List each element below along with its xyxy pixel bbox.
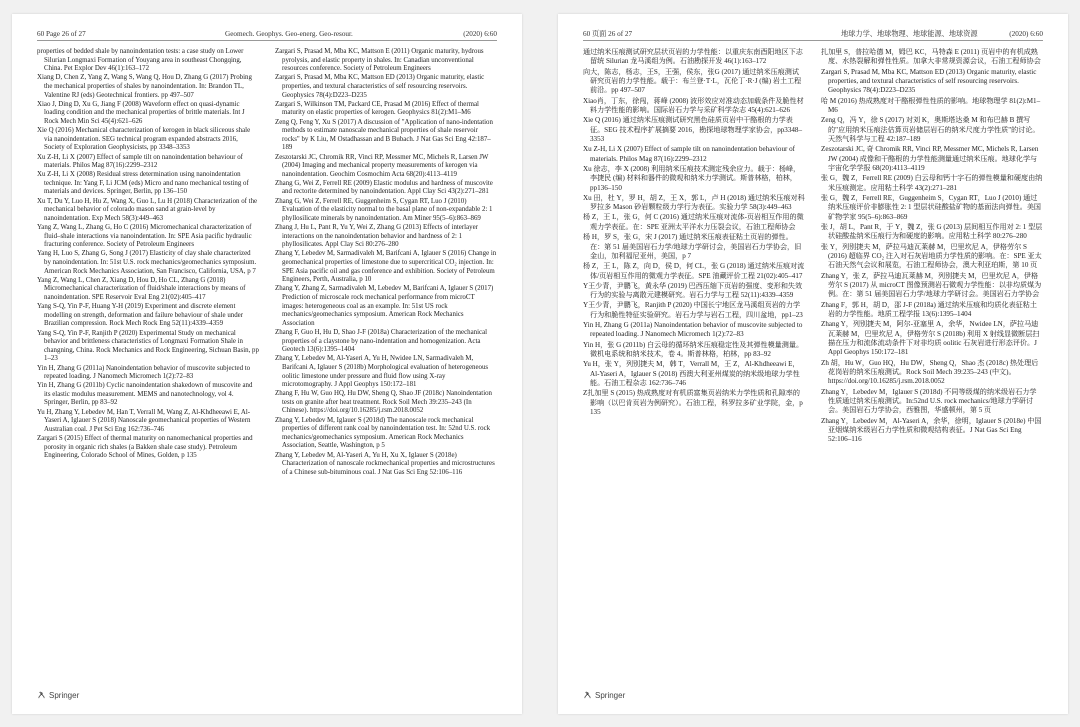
reference-item: Yin H, Zhang G (2011b) Cyclic nanoindentation shakedown of muscovite and its elastic modulus measurement. MEMS and nanotechnology, vol 4. Springer, Berlin, pp 83–92 (37, 382, 253, 407)
springer-footer-text: Springer (595, 691, 626, 700)
reference-item: Zhang F, Hu W, Guo HQ, Hu DW, Sheng Q, Shao JF (2018c) Nanoindentation tests on granite after heat treatment. Rock Soil Mech 39:235–243 (In Chinese). https://doi.org/10.16285/j.rsm.2018.0052 (275, 390, 492, 415)
reference-item: Zeng Q, Feng Y, Xu S (2017) A discussion of "Application of nano-indentation methods to estimate nanoscale mechanical properties of shale reservoir rocks" by K Liu, M Ostadhassan and B Bubach. J Nat Gas Sci Eng 42:187–189 (275, 118, 493, 152)
reference-item: Xu 徐志，李 X (2008) 利用纳米压痕技术测定残余应力。载于：杨峰，李捷民 (编) 材料和器件的微观和纳米力学测试。斯普林格，柏林，pp136–150 (583, 164, 801, 192)
reference-item: Xiao J, Ding D, Xu G, Jiang F (2008) Waveform effect on quasi-dynamic loading condition and the mechanical properties of brittle materials. Int J Rock Mech Min Sci 45(4):621–626 (37, 100, 245, 125)
reference-item: 哈 M (2016) 热成熟度对干酪根弹性性质的影响。地球物理学 81(2):M1–M6 (821, 96, 1041, 115)
reference-item: Zhang Y，张 Z，萨拉马迪瓦莱赫 M，列别捷夫 M，巴里坎尼 A，伊格劳尔 S (2017) 从 microCT 图像预测岩石微观力学性能：以非均质煤为例。在：第 51 届美国岩石力学/地球力学研讨会。美国岩石力学协会 (821, 271, 1042, 299)
reference-item: Xiao肖，丁东，徐闯，蒋峰 (2008) 波形效应对准动态加载条件及脆性材料力学性能的影响。国际岩石力学与采矿科学杂志 45(4):621–626 (583, 96, 804, 115)
reference-item: Y王少青，尹鹏飞，黄永华 (2019) 巴西压缩下页岩的强度、变形和失效行为的实验与离散元建模研究。岩石力学与工程 52(11):4339–4359 (583, 281, 803, 300)
reference-item: 杨 H，罗 S，张 G，宋 J (2017) 通过纳米压痕表征粘土页岩的弹性。在：第 51 届美国岩石力学/地球力学研讨会，美国岩石力学协会，旧金山，加利福尼亚州，美国，p 7 (583, 233, 802, 260)
reference-item: Yang S-Q, Yin P-F, Ranjith P (2020) Experimental Study on mechanical behavior and brittleness characteristics of Longmaxi Formation Shale in changning, China. Rock Mechanics and Rock Engineering, Sichuan Basin, pp 1–23 (37, 329, 259, 363)
reference-item: Zhang Y, Lebedev M, Iglauer S (2018d) The nanoscale rock mechanical properties of different rank coal by nanoindentation test. In: 52nd U.S. rock mechanics/geomechanics symposium. American Rock Mechanics Association, Seattle, Washington, p 5 (275, 416, 491, 450)
reference-item: Xu 田，杜 Y，罗 H，胡 Z，王 X，郭 L，卢 H (2018) 通过纳米压痕对科罗拉多 Mason 砂岩颗粒级力学行为表征。实验力学 58(3):449–463 (583, 193, 805, 212)
reference-item: Zhang Y，Lebedev M，Iglauer S (2018d) 不同等级煤的纳米级岩石力学性质通过纳米压痕测试。In:52nd U.S. rock mechanics/地球力学研讨会。美国岩石力学协会，西雅图，华盛顿州，第 5 页 (821, 387, 1037, 415)
right-page-footer (583, 690, 625, 700)
reference-item: Zeszotarski JC, Chromik RR, Vinci RP, Messmer MC, Michels R, Larsen JW (2004) Imaging and mechanical property measurements of kerogen via nanoindentation. Geochim Cosmochim Acta 68(20):4113–4119 (275, 153, 489, 178)
reference-item: Zhang Y, Lebedev M, Al-Yaseri A, Yu H, Xu X, Iglauer S (2018e) Characterization of nanoscale rockmechanical properties and microstructures of a Chinese sub-bituminous coal. J Nat Gas Sci Eng 52:106–116 (275, 451, 495, 476)
reference-item: Zargari S, Prasad M, Mba KC, Mattson ED (2013) Organic maturity, elastic properties, and textural characteristics of self resourcing reservoirs. Geophysics 78(4):D223–D235 (821, 67, 1037, 95)
left-page-footer (37, 690, 79, 700)
right-page-number: 60 页面 26 of 27 (583, 30, 633, 38)
reference-item: Y王少青，尹鹏飞，Ranjith P (2020) 中国长宁地区龙马溪组页岩的力学行为和脆性特征实验研究。岩石力学与岩石工程，四川盆地，pp1–23 (583, 301, 803, 319)
reference-item: 扎加里 S，普拉哈德 M，姆巴 KC，马特森 E (2011) 页岩中的有机成熟度、水热裂解和弹性性质。加拿大非常规资源会议，石油工程师协会 (821, 48, 1041, 66)
springer-logo-icon (583, 690, 592, 699)
right-journal-year: (2020) 6:60 (1009, 30, 1043, 38)
springer-footer-text: Springer (49, 691, 80, 700)
reference-item: Zeszotarski JC, 奇 Chromik RR, Vinci RP, Messmer MC, Michels R, Larsen JW (2004) 成像和干酪根的力学性能测量通过纳米压痕。地球化学与宇宙化学学报 68(20):4113–4119 (821, 145, 1039, 173)
reference-item: Yin H, Zhang G (2011a) Nanoindentation behavior of muscovite subjected to repeated loading. J Nanomech Micromech 1(2):72–83 (37, 364, 251, 381)
reference-item: Zhang F, Guo H, Hu D, Shao J-F (2018a) Characterization of the mechanical properties of a claystone by nano-indentation and homogenization. Acta Geotech 13(6):1395–1404 (275, 328, 488, 354)
right-references-column-1 (583, 48, 805, 666)
reference-item: Zhang Y，列别捷夫 M，阿尔-亚塞里 A，余华，Nwidee LN，萨拉马迪瓦莱赫 M，巴里坎尼 A，伊格劳尔 S (2018b) 利用 X 射线显微断层扫描在压力和流体流动条件下对非均质 oolitic 石灰岩进行形态评价。J Appl Geophys 150:172–181 (821, 320, 1040, 357)
right-page (558, 14, 1068, 714)
reference-item: 张 G，魏 Z，Ferrell RE，Guggenheim S，Cygan RT，Luo J (2010) 通过纳米压痕评价非膨胀性 2: 1 型层状硅酸盐矿物的基面法向弹性。美国矿物学家 95(5–6):863–869 (821, 193, 1042, 221)
reference-item: Zhang Y，Lebedev M，Al-Yaseri A，余华，徐明，Iglauer S (2018e) 中国亚烟煤纳米级岩石力学性质和微观结构表征。J Nat Gas Sci Eng 52:106–116 (821, 416, 1042, 444)
reference-item: Xu Z-H, Li X (2008) Residual stress determination using nanoindentation technique. In: Yang F, Li JCM (eds) Micro and nano mechanical testing of materials and devices. Springer, Berlin, pp 136–150 (37, 171, 249, 196)
reference-item: 张 G，魏 Z，Ferrell RE (2009) 白云母和钙十字石的弹性模量和硬度由纳米压痕测定。应用粘土科学 43(2):271–281 (821, 174, 1043, 192)
reference-item: Z扎加里 S (2015) 热成熟度对有机质富集页岩纳米力学性质和孔隙率的影响（以巴肯页岩为例研究）。石油工程，科罗拉多矿业学院，金，p 135 (583, 389, 803, 416)
reference-item: 杨 Z，王 L，张 G，何 C (2016) 通过纳米压痕对流体-页岩相互作用的微观力学表征。在：SPE 亚洲太平洋水力压裂会议，石油工程师协会 (583, 213, 804, 231)
reference-item: Xiang D, Chen Z, Yang Z, Wang S, Wang Q, Hou D, Zhang G (2017) Probing the mechanical properties of shales by nanoindentation. In: Brandon TL, Valentine RJ (eds) Geotechnical frontiers. pp 497–507 (37, 74, 252, 99)
reference-item: Yu H，张 Y，列别捷夫 M，韩 T，Verrall M，王 Z，Al-Khdheeawi E，Al-Yaseri A，Iglauer S (2018) 西澳大利亚州煤炭的纳米级地球力学性能。石油工程杂志 162:736–746 (583, 360, 800, 387)
right-journal-title: 地球力学、地球物理、地球能源、地球资源 (841, 30, 978, 38)
reference-item: Xie Q (2016) 通过纳米压痕测试研究黑色硅质页岩中干酪根的力学表征。SEG 技术程序扩展摘要 2016，勘探地球物理学家协会，pp3348–3353 (583, 116, 803, 144)
right-page-header (583, 28, 1043, 41)
left-references-column-1 (37, 48, 259, 666)
reference-item: Zhang G, Wei Z, Ferrell RE (2009) Elastic modulus and hardness of muscovite and rectorite determined by nanoindentation. Appl Clay Sci 43(2):271–281 (275, 179, 493, 196)
reference-item: 杨 Z，王 L，陈 Z，向 D，侯 D，何 CL，张 G (2018) 通过纳米压痕对流体/页岩相互作用的微观力学表征。SPE 油藏评价工程 21(02):405–417 (583, 262, 805, 280)
reference-item: Zhang J, Hu L, Pant R, Yu Y, Wei Z, Zhang G (2013) Effects of interlayer interactions on the nanoindentation behavior and hardness of 2: 1 phyllosilicates. Appl Clay Sci 80:276–280 (275, 224, 478, 249)
reference-item: Zhang Y, Zhang Z, Sarmadivaleh M, Lebedev M, Barifcani A, Iglauer S (2017) Prediction of microscale rock mechanical performance from microCT images: heterogeneous coal as an example. In: 51st US rock mechanics/geomechanics symposium. American Rock Mechanics Association (275, 285, 494, 327)
reference-item: Zargari S, Prasad M, Mba KC, Mattson ED (2013) Organic maturity, elastic properties, and textural characteristics of self resourcing reservoirs. Geophysics 78(4):D223–D235 (275, 74, 485, 99)
reference-item: Zargari S, Wilkinson TM, Packard CE, Prasad M (2016) Effect of thermal maturity on elastic properties of kerogen. Geophysics 81(2):M1–M6 (275, 100, 479, 117)
reference-item: Yang Z, Wang L, Chen Z, Xiang D, Hou D, Ho CL, Zhang G (2018) Micromechanical characterization of fluid/shale interactions by means of nanoindentation. SPE Reservoir Eval Eng 21(02):405–417 (37, 276, 246, 301)
reference-item: Xu T, Du Y, Luo H, Hu Z, Wang X, Guo L, Lu H (2018) Characterization of the mechanical behavior of colorado mason sand at grain-level by nanoindentation. Exp Mech 58(3):449–463 (37, 197, 258, 222)
reference-item: Zargari S, Prasad M, Mba KC, Mattson E (2011) Organic maturity, hydrous pyrolysis, and elastic property in shales. In: Canadian unconventional resources conference. Society of Petroleum Engineers (275, 48, 484, 73)
reference-item: Yu H, Zhang Y, Lebedev M, Han T, Verrall M, Wang Z, Al-Khdheeawi E, Al-Yaseri A, Iglauer S (2018) Nanoscale geomechanical properties of Western Australian coal. J Pet Sci Eng 162:736–746 (37, 408, 251, 433)
left-page-header (37, 28, 497, 41)
left-journal-year: (2020) 6:60 (463, 30, 497, 38)
reference-item: Yang Z, Wang L, Zhang G, Ho C (2016) Micromechanical characterization of fluid–shale interactions via nanoindentation. In: SPE Asia pacific hydraulic fracturing conference. Society of Petroleum Engineers (37, 224, 252, 249)
reference-item: Zhang G, Wei Z, Ferrell RE, Guggenheim S, Cygan RT, Luo J (2010) Evaluation of the elasticity normal to the basal plane of non-expandable 2: 1 phyllosilicate minerals by nanoindentation. Am Miner 95(5–6):863–869 (275, 197, 493, 222)
left-references-column-2 (275, 48, 497, 666)
reference-item: Zhang Y, Lebedev M, Sarmadivaleh M, Barifcani A, Iglauer S (2016) Change in geomechanical properties of limestone due to supercritical CO₂ injection. In: SPE Asia pacific oil and gas conference and exhibition. Society of Petroleum Engineers, Perth, Australia, p 10 (275, 250, 497, 284)
reference-item: Zeng Q，冯 Y，徐 S (2017) 对刘 K，奥斯塔达桑 M 和布巴赫 B 撰写的"应用纳米压痕法估算页岩储层岩石的纳米尺度力学性质"的讨论。天然气科学与工程 42:187–189 (821, 116, 1040, 144)
reference-item: Xu Z-H, Li X (2007) Effect of sample tilt on nanoindentation behaviour of materials. Philos Mag 87(16):2299–2312 (583, 145, 796, 163)
reference-item: 张 J，胡 L，Pant R，于 Y，魏 Z，张 G (2013) 层间相互作用对 2: 1 型层状硅酸盐纳米压痕行为和硬度的影响。应用粘土科学 80:276–280 (821, 222, 1043, 241)
reference-item: 张 Y，列别捷夫 M，萨拉马迪瓦莱赫 M，巴里坎尼 A，伊格劳尔 S (2016) 超临界 CO₂ 注入对石灰岩地质力学性质的影响。在：SPE 亚太石油天然气会议和展览，石油工程师协会，澳大利亚珀斯，第 10 页 (821, 242, 1042, 270)
reference-item: Zh 胡，Hu W，Guo HQ，Hu DW，Sheng Q，Shao 杰 (2018c) 热处理后花岗岩的纳米压痕测试。Rock Soil Mech 39:235–243 (中文)。https://doi.org/10.16285/j.rsm.2018.0052 (821, 358, 1039, 386)
reference-item: properties of bedded shale by nanoindentation tests: a case study on Lower Silurian Longmaxi Formation of Youyang area in southeast Chongqing, China. Pet Explor Dev 46(1):163–172 (37, 48, 244, 73)
reference-item: Zhang F，郭 H，胡 D，邵 J-F (2018a) 通过纳米压痕和均质化表征粘土岩的力学性能。地质工程学报 13(6):1395–1404 (821, 300, 1037, 318)
reference-item: Yang H, Luo S, Zhang G, Song J (2017) Elasticity of clay shale characterized by nanoindentation. In: 51st U.S. rock mechanics/geomechanics symposium. American Rock Mechanics Association, San Francisco, California, USA, p 7 (37, 250, 257, 275)
reference-item: Yin H, Zhang G (2011a) Nanoindentation behavior of muscovite subjected to repeated loading. J Nanomech Micromech 1(2):72–83 (583, 320, 803, 339)
left-journal-title: Geomech. Geophys. Geo-energ. Geo-resour. (225, 30, 353, 38)
reference-item: 通过纳米压痕测试研究层状页岩的力学性能：以重庆东南酉阳地区下志留统 Silurian 龙马溪组为例。石油勘探开发 46(1):163–172 (583, 48, 803, 66)
left-page-number: 60 Page 26 of 27 (37, 30, 86, 38)
reference-item: Zargari S (2015) Effect of thermal maturity on nanomechanical properties and porosity in organic rich shales (a Bakken shale case study). Petroleum Engineering, Colorado School of Mines, Golden, p 135 (37, 435, 253, 460)
springer-logo-icon (37, 690, 46, 699)
reference-item: Yang S-Q, Yin P-F, Huang Y-H (2019) Experiment and discrete element modelling on strength, deformation and failure behaviour of shale under Brazilian compression. Rock Mech Rock Eng 52(11):4339–4359 (37, 303, 244, 328)
reference-item: Yin H，张 G (2011b) 白云母的循环纳米压痕稳定性及其弹性模量测量。微机电系统和纳米技术，卷 4。斯普林格，柏林，pp 83–92 (583, 340, 804, 358)
left-page (12, 14, 522, 714)
reference-item: Zhang Y, Lebedev M, Al-Yaseri A, Yu H, Nwidee LN, Sarmadivaleh M, Barifcani A, Iglauer S (2018b) Morphological evaluation of heterogeneous oolitic limestone under pressure and fluid flow using X-ray microtomography. J Appl Geophys 150:172–181 (275, 355, 489, 389)
right-references-column-2 (821, 48, 1043, 666)
reference-item: Xu Z-H, Li X (2007) Effect of sample tilt on nanoindentation behaviour of materials. Philos Mag 87(16):2299–2312 (37, 153, 243, 170)
reference-item: Xie Q (2016) Mechanical characterization of kerogen in black siliceous shale via nanoindentation. SEG technical program expanded abstracts 2016, Society of Exploration Geophysicists, pp 3348–3353 (37, 127, 251, 152)
reference-item: 向大，陈志，杨志，王S，王强，侯东，张G (2017) 通过纳米压痕测试研究页岩的力学性能。载于：布兰登·T·L，瓦伦丁·R·J (编) 岩土工程前沿。pp 497–507 (583, 67, 802, 95)
